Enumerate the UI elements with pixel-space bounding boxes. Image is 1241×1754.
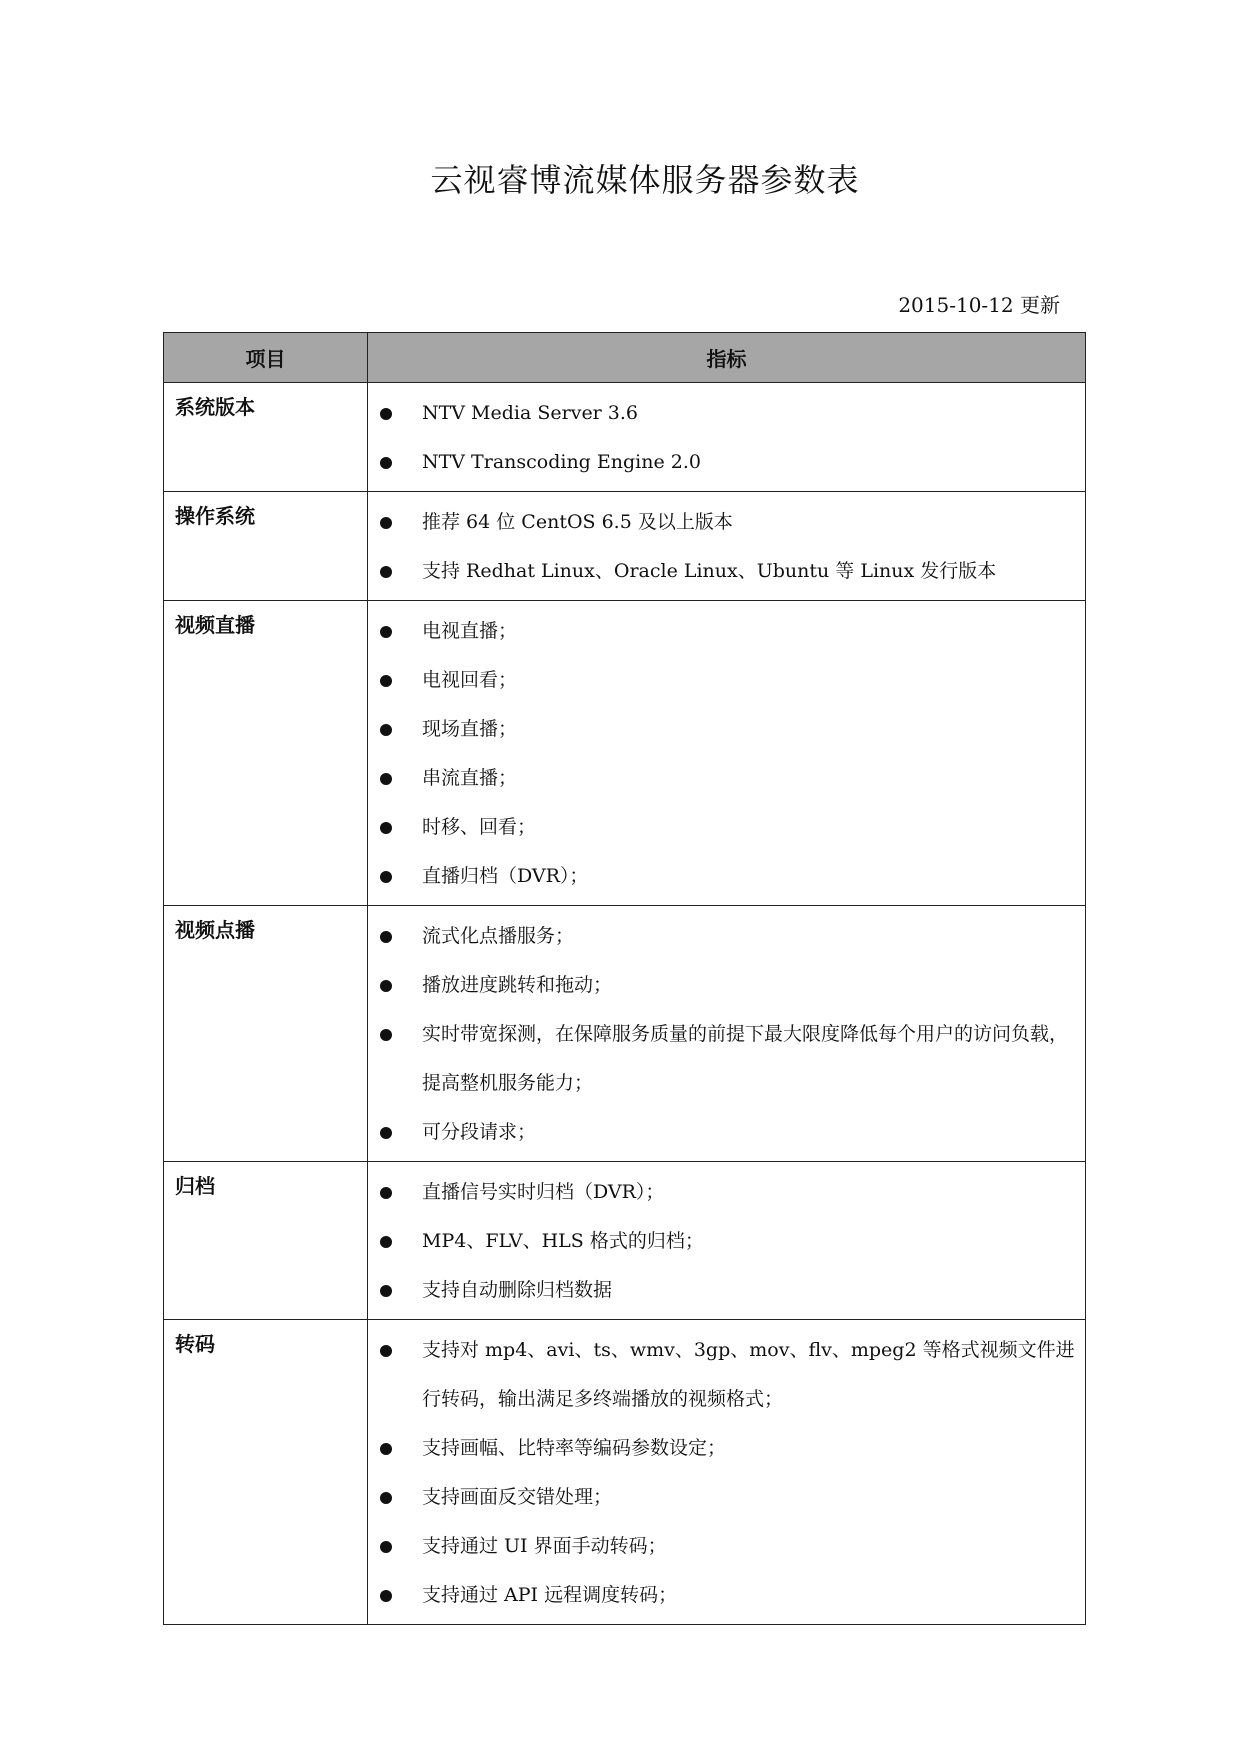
bullet-icon bbox=[380, 1029, 392, 1041]
list-item bbox=[368, 607, 1077, 656]
bullet-icon bbox=[380, 773, 392, 785]
bullet-icon bbox=[380, 1443, 392, 1455]
row-spec-cell bbox=[368, 492, 1086, 601]
spec-text: 流式化点播服务； bbox=[422, 925, 575, 947]
list-item bbox=[368, 961, 1077, 1010]
spec-text: 直播归档（DVR）； bbox=[422, 865, 589, 887]
bullet-icon bbox=[380, 1236, 392, 1248]
table-row bbox=[164, 1320, 1086, 1625]
spec-text: 串流直播； bbox=[422, 767, 518, 789]
row-spec-cell bbox=[368, 383, 1086, 492]
bullet-icon bbox=[380, 724, 392, 736]
spec-list bbox=[368, 383, 1085, 491]
spec-text: MP4、FLV、HLS 格式的归档； bbox=[422, 1230, 704, 1252]
table-row bbox=[164, 906, 1086, 1162]
list-item bbox=[368, 547, 1077, 596]
bullet-icon bbox=[380, 871, 392, 883]
table-row bbox=[164, 601, 1086, 906]
spec-text: 支持对 mp4、avi、ts、wmv、3gp、mov、flv、mpeg2 等格式视频文件进行转码，输出满足多终端播放的视频格式； bbox=[422, 1339, 1075, 1410]
row-item-label: 操作系统 bbox=[164, 492, 368, 601]
row-spec-cell bbox=[368, 906, 1086, 1162]
bullet-icon bbox=[380, 626, 392, 638]
row-item-label: 系统版本 bbox=[164, 383, 368, 492]
table-body bbox=[164, 383, 1086, 1625]
list-item bbox=[368, 1473, 1077, 1522]
list-item bbox=[368, 389, 1077, 438]
list-item bbox=[368, 1571, 1077, 1620]
spec-text: 支持画面反交错处理； bbox=[422, 1486, 613, 1508]
table-header-row bbox=[164, 333, 1086, 383]
list-item bbox=[368, 1266, 1077, 1315]
list-item bbox=[368, 705, 1077, 754]
bullet-icon bbox=[380, 1127, 392, 1139]
bullet-icon bbox=[380, 1345, 392, 1357]
list-item bbox=[368, 438, 1077, 487]
spec-text: 直播信号实时归档（DVR）； bbox=[422, 1181, 665, 1203]
list-item bbox=[368, 1010, 1077, 1108]
spec-table bbox=[163, 332, 1086, 1625]
bullet-icon bbox=[380, 822, 392, 834]
row-spec-cell bbox=[368, 1162, 1086, 1320]
row-spec-cell bbox=[368, 601, 1086, 906]
bullet-icon bbox=[380, 1187, 392, 1199]
spec-list bbox=[368, 601, 1085, 905]
list-item bbox=[368, 852, 1077, 901]
list-item bbox=[368, 1424, 1077, 1473]
bullet-icon bbox=[380, 566, 392, 578]
row-item-label: 转码 bbox=[164, 1320, 368, 1625]
spec-text: NTV Transcoding Engine 2.0 bbox=[422, 451, 701, 473]
spec-text: NTV Media Server 3.6 bbox=[422, 402, 639, 424]
bullet-icon bbox=[380, 408, 392, 420]
list-item bbox=[368, 912, 1077, 961]
list-item bbox=[368, 656, 1077, 705]
list-item bbox=[368, 1326, 1077, 1424]
header-spec: 指标 bbox=[368, 333, 1086, 383]
list-item bbox=[368, 754, 1077, 803]
spec-text: 支持自动删除归档数据 bbox=[422, 1279, 613, 1301]
spec-text: 支持通过 UI 界面手动转码； bbox=[422, 1535, 667, 1557]
list-item bbox=[368, 498, 1077, 547]
spec-text: 支持画幅、比特率等编码参数设定； bbox=[422, 1437, 727, 1459]
row-item-label: 视频点播 bbox=[164, 906, 368, 1162]
spec-list bbox=[368, 1162, 1085, 1319]
spec-list bbox=[368, 906, 1085, 1161]
spec-text: 时移、回看； bbox=[422, 816, 537, 838]
spec-list bbox=[368, 1320, 1085, 1624]
spec-text: 实时带宽探测，在保障服务质量的前提下最大限度降低每个用户的访问负载，提高整机服务能力； bbox=[422, 1023, 1069, 1094]
row-spec-cell bbox=[368, 1320, 1086, 1625]
bullet-icon bbox=[380, 1590, 392, 1602]
bullet-icon bbox=[380, 457, 392, 469]
spec-list bbox=[368, 492, 1085, 600]
bullet-icon bbox=[380, 517, 392, 529]
document-title: 云视睿博流媒体服务器参数表 bbox=[430, 161, 860, 199]
list-item bbox=[368, 1217, 1077, 1266]
update-date: 2015-10-12 更新 bbox=[898, 293, 1060, 317]
spec-text: 可分段请求； bbox=[422, 1121, 537, 1143]
list-item bbox=[368, 803, 1077, 852]
spec-text: 支持通过 API 远程调度转码； bbox=[422, 1584, 678, 1606]
bullet-icon bbox=[380, 1541, 392, 1553]
spec-text: 支持 Redhat Linux、Oracle Linux、Ubuntu 等 Linux 发行版本 bbox=[422, 560, 997, 582]
table-row bbox=[164, 1162, 1086, 1320]
table-row bbox=[164, 383, 1086, 492]
spec-text: 电视回看； bbox=[422, 669, 518, 691]
row-item-label: 归档 bbox=[164, 1162, 368, 1320]
table-row bbox=[164, 492, 1086, 601]
bullet-icon bbox=[380, 675, 392, 687]
list-item bbox=[368, 1168, 1077, 1217]
header-item: 项目 bbox=[164, 333, 368, 383]
bullet-icon bbox=[380, 980, 392, 992]
bullet-icon bbox=[380, 931, 392, 943]
spec-text: 推荐 64 位 CentOS 6.5 及以上版本 bbox=[422, 511, 733, 533]
bullet-icon bbox=[380, 1285, 392, 1297]
list-item bbox=[368, 1522, 1077, 1571]
spec-text: 电视直播； bbox=[422, 620, 518, 642]
bullet-icon bbox=[380, 1492, 392, 1504]
spec-text: 现场直播； bbox=[422, 718, 518, 740]
list-item bbox=[368, 1108, 1077, 1157]
spec-text: 播放进度跳转和拖动； bbox=[422, 974, 613, 996]
row-item-label: 视频直播 bbox=[164, 601, 368, 906]
